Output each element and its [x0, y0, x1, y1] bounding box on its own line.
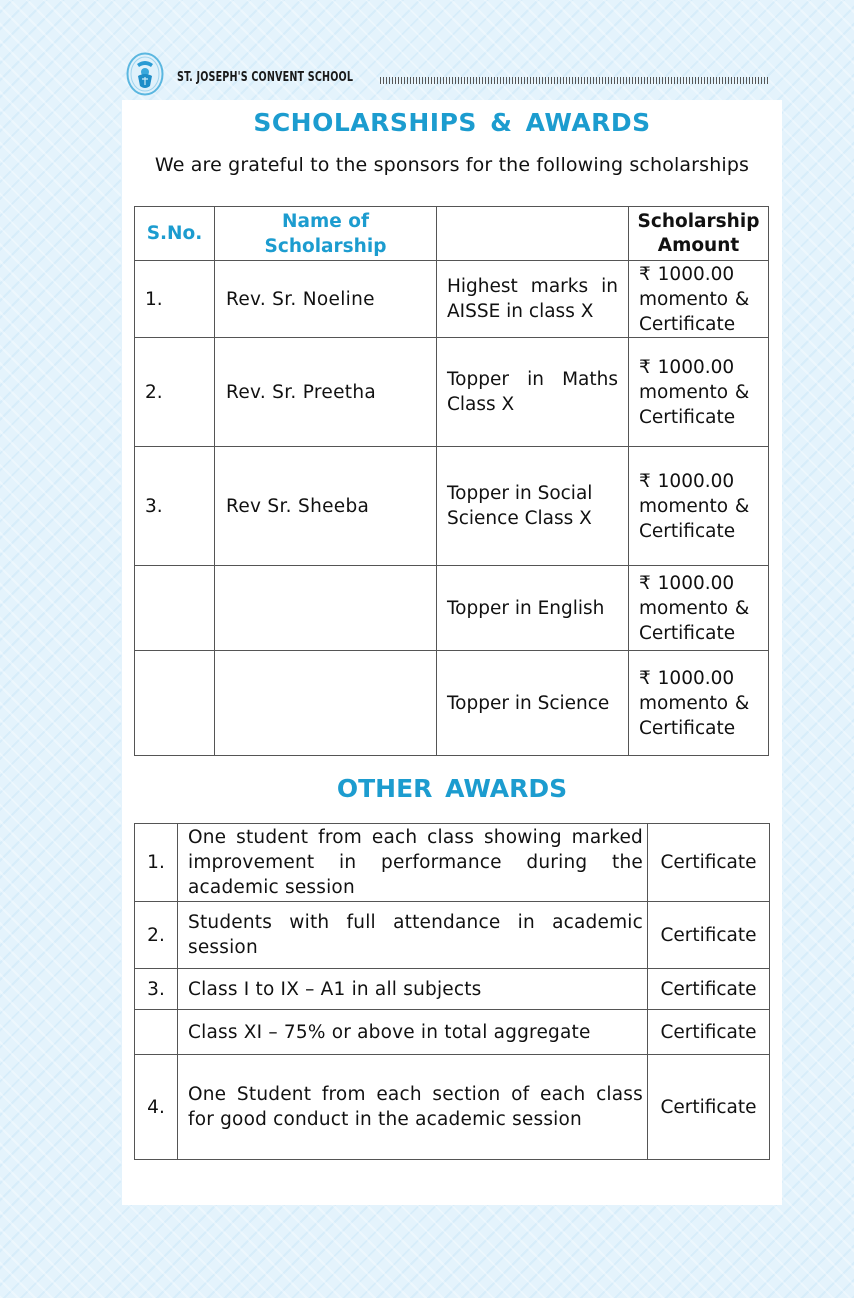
row-sno: 3.	[135, 969, 178, 1010]
amount-momento: momento &	[639, 288, 750, 310]
row-name: Rev. Sr. Noeline	[215, 261, 437, 338]
column-header-name: Name of Scholarship	[215, 207, 437, 261]
amount-value: ₹ 1000.00	[639, 263, 735, 285]
content-card	[122, 100, 782, 1205]
other-awards-title: OTHER AWARDS	[336, 774, 568, 803]
row-name	[215, 651, 437, 756]
row-sno: 4.	[135, 1055, 178, 1160]
row-sno: 1.	[135, 261, 215, 338]
table-row	[135, 824, 770, 902]
school-crest-icon	[126, 52, 164, 96]
row-description: One student from each class showing marked improvement in performance during the academic session	[178, 824, 648, 902]
row-criteria: Highest marks in AISSE in class X	[437, 261, 629, 338]
intro-text: We are grateful to the sponsors for the following scholarships	[154, 154, 750, 176]
row-sno: 1.	[135, 824, 178, 902]
amount-certificate: Certificate	[639, 520, 736, 542]
amount-certificate: Certificate	[639, 313, 736, 335]
row-amount	[629, 651, 769, 756]
row-criteria: Topper in Science	[437, 651, 629, 756]
row-award: Certificate	[648, 902, 770, 969]
school-name: ST. JOSEPH'S CONVENT SCHOOL	[177, 70, 354, 85]
amount-momento: momento &	[639, 597, 750, 619]
amount-momento: momento &	[639, 382, 750, 403]
amount-certificate: Certificate	[639, 407, 736, 428]
row-sno: 2.	[135, 902, 178, 969]
amount-momento: momento &	[639, 495, 750, 517]
row-amount	[629, 566, 769, 651]
page-header	[126, 50, 776, 100]
column-header-sno: S.No.	[135, 207, 215, 261]
amount-value: ₹ 1000.00	[639, 470, 735, 492]
amount-value: ₹ 1000.00	[639, 667, 735, 689]
row-description: Students with full attendance in academic session	[178, 902, 648, 969]
column-header-amount: Scholarship Amount	[629, 207, 769, 261]
table-row	[135, 969, 770, 1010]
row-amount	[629, 447, 769, 566]
header-divider	[380, 77, 770, 84]
row-award: Certificate	[648, 1010, 770, 1055]
row-criteria: Topper in English	[437, 566, 629, 651]
table-row	[135, 338, 769, 447]
amount-value: ₹ 1000.00	[639, 572, 735, 594]
page-title: SCHOLARSHIPS & AWARDS	[253, 108, 651, 137]
row-sno: 2.	[135, 338, 215, 447]
row-description: One Student from each section of each class for good conduct in the academic session	[178, 1055, 648, 1160]
row-description: Class XI – 75% or above in total aggregate	[178, 1010, 648, 1055]
row-award: Certificate	[648, 824, 770, 902]
row-sno	[135, 651, 215, 756]
table-header-row	[135, 207, 769, 261]
row-name: Rev. Sr. Preetha	[215, 338, 437, 447]
amount-value: ₹ 1000.00	[639, 357, 735, 378]
table-row	[135, 566, 769, 651]
row-criteria: Topper in Social Science Class X	[437, 447, 629, 566]
table-row	[135, 1010, 770, 1055]
row-award: Certificate	[648, 969, 770, 1010]
other-awards-table	[134, 823, 770, 1160]
row-sno	[135, 566, 215, 651]
column-header-criteria	[437, 207, 629, 261]
amount-certificate: Certificate	[639, 622, 736, 644]
amount-momento: momento &	[639, 692, 750, 714]
table-row	[135, 261, 769, 338]
row-sno	[135, 1010, 178, 1055]
row-description: Class I to IX – A1 in all subjects	[178, 969, 648, 1010]
scholarships-table	[134, 206, 769, 756]
row-amount	[629, 261, 769, 338]
table-row	[135, 902, 770, 969]
row-amount	[629, 338, 769, 447]
row-name: Rev Sr. Sheeba	[215, 447, 437, 566]
table-row	[135, 651, 769, 756]
table-row	[135, 1055, 770, 1160]
row-name	[215, 566, 437, 651]
amount-certificate: Certificate	[639, 717, 736, 739]
row-sno: 3.	[135, 447, 215, 566]
row-criteria: Topper in Maths Class X	[437, 338, 629, 447]
row-award: Certificate	[648, 1055, 770, 1160]
table-row	[135, 447, 769, 566]
